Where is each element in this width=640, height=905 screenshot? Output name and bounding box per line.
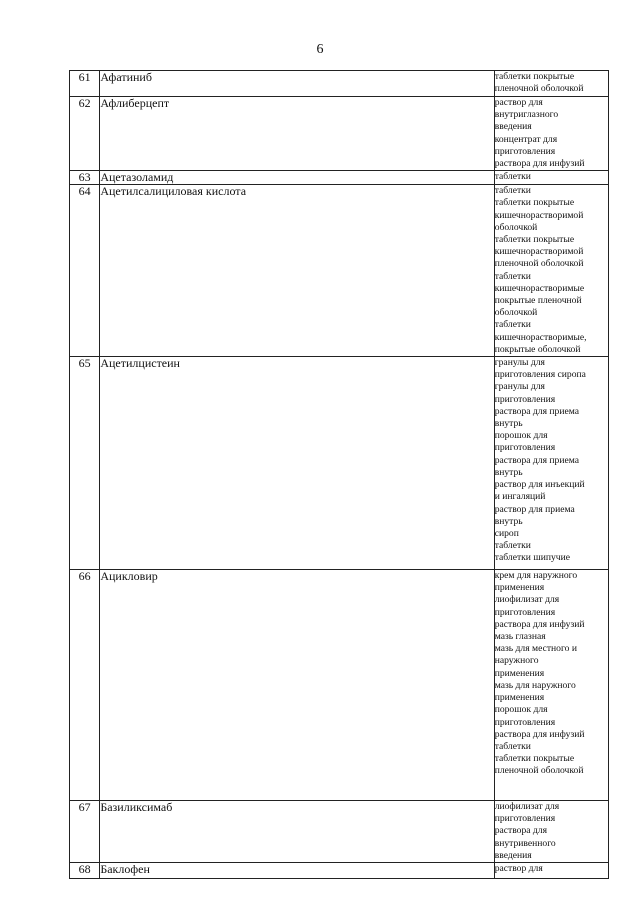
dosage-form-line: раствора для приема bbox=[494, 405, 579, 417]
dosage-form-line: приготовления bbox=[494, 393, 556, 405]
dosage-form-line: таблетки bbox=[494, 171, 531, 183]
page-number: 6 bbox=[316, 42, 324, 57]
row-number: 63 bbox=[70, 171, 100, 185]
table-row bbox=[70, 863, 609, 879]
dosage-form-line: таблетки bbox=[494, 540, 531, 552]
table-row bbox=[70, 570, 609, 801]
dosage-form-line: таблетки покрытые bbox=[494, 71, 575, 82]
row-number: 65 bbox=[70, 357, 100, 570]
drug-name: Афатиниб bbox=[100, 71, 494, 97]
drug-name: Ацетазоламид bbox=[100, 171, 494, 185]
dosage-form-line: покрытые оболочкой bbox=[494, 343, 581, 355]
dosage-form-line: кишечнорастворимой bbox=[494, 209, 584, 221]
table-row bbox=[70, 357, 609, 570]
dosage-form-line: применения bbox=[494, 692, 545, 704]
dosage-forms bbox=[494, 863, 608, 879]
dosage-form-line: гранулы для bbox=[494, 357, 545, 369]
dosage-form-line: порошок для bbox=[494, 430, 548, 442]
dosage-form-line: концентрат для bbox=[494, 133, 558, 145]
dosage-form-line: раствор для bbox=[494, 97, 543, 108]
drug-name: Баклофен bbox=[100, 863, 494, 879]
drug-name: Ацикловир bbox=[100, 570, 494, 801]
row-number: 66 bbox=[70, 570, 100, 801]
dosage-form-line: приготовления bbox=[494, 442, 556, 454]
dosage-form-line: оболочкой bbox=[494, 221, 538, 233]
row-number: 61 bbox=[70, 71, 100, 97]
table-row bbox=[70, 801, 609, 863]
dosage-form-line: таблетки покрытые bbox=[494, 234, 575, 246]
dosage-form-line: внутрь bbox=[494, 515, 523, 527]
dosage-form-line: сироп bbox=[494, 527, 519, 539]
dosage-form-line: мазь для местного и bbox=[494, 643, 577, 655]
dosage-form-line: наружного bbox=[494, 655, 539, 667]
table-row bbox=[70, 185, 609, 357]
dosage-form-line: таблетки покрытые bbox=[494, 753, 575, 765]
dosage-form-line: кишечнорастворимые bbox=[494, 282, 585, 294]
row-number: 68 bbox=[70, 863, 100, 879]
dosage-form-line: таблетки покрытые bbox=[494, 197, 575, 209]
dosage-form-line: таблетки bbox=[494, 319, 531, 331]
dosage-form-line: пленочной оболочкой bbox=[494, 765, 584, 777]
dosage-form-line: приготовления сиропа bbox=[494, 369, 586, 381]
dosage-form-line: крем для наружного bbox=[494, 570, 578, 582]
dosage-form-line: мазь для наружного bbox=[494, 679, 576, 691]
dosage-form-line: внутрь bbox=[494, 418, 523, 430]
dosage-form-line: приготовления bbox=[494, 606, 556, 618]
dosage-form-line: раствора для инфузий bbox=[494, 158, 585, 170]
table-row bbox=[70, 97, 609, 171]
dosage-form-line: внутриглазного bbox=[494, 109, 559, 121]
table-body bbox=[70, 71, 609, 879]
dosage-form-line: раствора для приема bbox=[494, 454, 579, 466]
dosage-form-line: оболочкой bbox=[494, 307, 538, 319]
dosage-form-line: лиофилизат для bbox=[494, 594, 560, 606]
dosage-form-line: раствора для инфузий bbox=[494, 618, 585, 630]
dosage-form-line: мазь глазная bbox=[494, 631, 546, 643]
dosage-form-line: раствора для инфузий bbox=[494, 728, 585, 740]
drug-name: Ацетилсалициловая кислота bbox=[100, 185, 494, 357]
dosage-form-line: раствора для bbox=[494, 825, 548, 837]
dosage-form-line: таблетки шипучие bbox=[494, 552, 571, 564]
dosage-form-line: приготовления bbox=[494, 145, 556, 157]
dosage-form-line: кишечнорастворимой bbox=[494, 246, 584, 258]
dosage-form-line: внутрь bbox=[494, 466, 523, 478]
dosage-form-line: введения bbox=[494, 849, 532, 861]
dosage-form-line: гранулы для bbox=[494, 381, 545, 393]
dosage-forms bbox=[494, 97, 608, 171]
dosage-form-line: таблетки bbox=[494, 270, 531, 282]
dosage-form-line: приготовления bbox=[494, 716, 556, 728]
dosage-forms bbox=[494, 71, 608, 97]
row-number: 64 bbox=[70, 185, 100, 357]
dosage-forms bbox=[494, 570, 608, 801]
dosage-form-line: раствор для bbox=[494, 863, 543, 875]
dosage-forms bbox=[494, 801, 608, 863]
dosage-form-line: введения bbox=[494, 121, 532, 133]
table-row bbox=[70, 171, 609, 185]
dosage-forms bbox=[494, 357, 608, 570]
drug-table bbox=[69, 70, 609, 879]
table-row bbox=[70, 71, 609, 97]
dosage-form-line: применения bbox=[494, 667, 545, 679]
dosage-form-line: раствор для приема bbox=[494, 503, 575, 515]
dosage-form-line: покрытые пленочной bbox=[494, 295, 582, 307]
drug-name: Базиликсимаб bbox=[100, 801, 494, 863]
dosage-form-line: кишечнорастворимые, bbox=[494, 331, 587, 343]
dosage-form-line: раствор для инъекций bbox=[494, 479, 585, 491]
drug-name: Афлиберцепт bbox=[100, 97, 494, 171]
dosage-form-line: лиофилизат для bbox=[494, 801, 560, 813]
row-number: 62 bbox=[70, 97, 100, 171]
drug-name: Ацетилцистеин bbox=[100, 357, 494, 570]
dosage-form-line: и ингаляций bbox=[494, 491, 546, 503]
dosage-form-line: таблетки bbox=[494, 185, 531, 197]
dosage-form-line: порошок для bbox=[494, 704, 548, 716]
dosage-forms bbox=[494, 171, 608, 185]
dosage-form-line: таблетки bbox=[494, 740, 531, 752]
dosage-form-line: внутривенного bbox=[494, 837, 556, 849]
dosage-form-line: приготовления bbox=[494, 813, 556, 825]
row-number: 67 bbox=[70, 801, 100, 863]
dosage-forms bbox=[494, 185, 608, 357]
dosage-form-line: применения bbox=[494, 582, 545, 594]
dosage-form-line: пленочной оболочкой bbox=[494, 258, 584, 270]
dosage-form-line: пленочной оболочкой bbox=[494, 83, 584, 95]
